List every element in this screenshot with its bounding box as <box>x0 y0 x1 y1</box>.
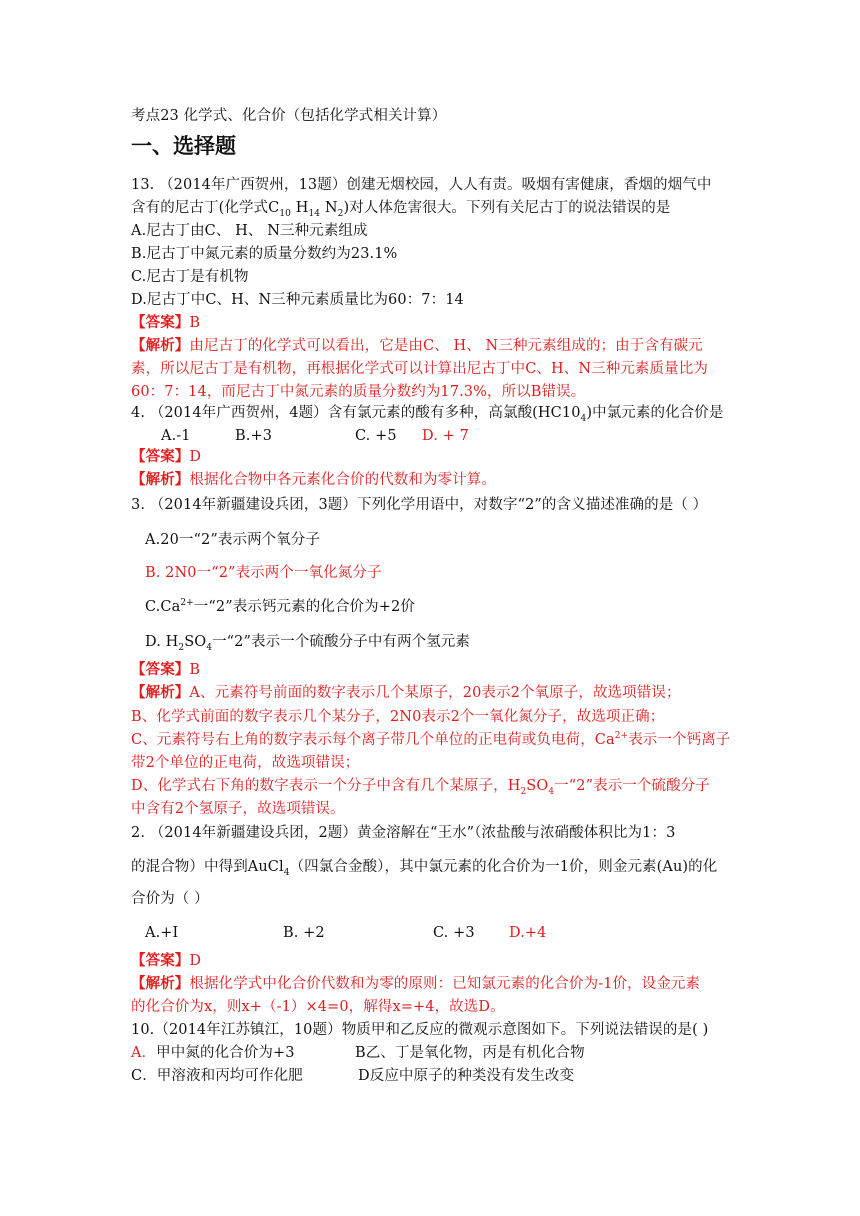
q3-answer <box>131 660 200 680</box>
q3-stem: 3. （2014年新疆建设兵团，3题）下列化学用语中，对数字“2”的含义描述准确的是（ ） <box>131 497 708 513</box>
subscript: 2 <box>520 786 527 797</box>
analysis-text: C、元素符号右上角的数字表示每个离子带几个单位的正电荷或负电荷，Ca <box>131 732 615 748</box>
q13-stem-line-2 <box>131 198 670 218</box>
q2-option-c: C. +3 <box>433 925 475 941</box>
q10-option-c: C．甲溶液和丙均可作化肥 <box>131 1068 303 1084</box>
q2-answer <box>131 951 201 971</box>
q3-option-part: SO <box>184 634 207 650</box>
q2-stem-line-3: 合价为（ ） <box>131 891 209 907</box>
analysis-text: SO <box>526 778 549 794</box>
answer-value: B <box>189 315 201 331</box>
q2-analysis-line-2: 的化合价为x，则x+（-1）×4=0，解得x=+4，故选D。 <box>131 999 505 1015</box>
analysis-tag: 【解析】 <box>131 471 190 488</box>
q2-stem-line-2 <box>131 857 717 877</box>
subscript: 2 <box>337 208 344 219</box>
answer-value: D <box>189 449 202 465</box>
q4-stem-part: )中氯元素的化合价是 <box>586 405 724 421</box>
q13-stem-part: 含有的尼古丁(化学式C <box>131 200 280 216</box>
subscript: 4 <box>283 867 290 878</box>
q13-answer <box>131 313 200 333</box>
analysis-text: 根据化学式中化合价代数和为零的原则：已知氯元素的化合价为-1价，设金元素 <box>189 976 701 992</box>
q4-stem-part: 4. （2014年广西贺州，4题）含有氯元素的酸有多种，高氯酸(HC10 <box>131 405 581 421</box>
analysis-text: A、元素符号前面的数字表示几个某原子，20表示2个氧原子，故选项错误； <box>189 685 681 701</box>
answer-tag: 【答案】 <box>131 952 190 969</box>
q10-option-a <box>131 1043 295 1063</box>
q10-stem: 10.（2014年江苏镇江，10题）物质甲和乙反应的微观示意图如下。下列说法错误的是( ) <box>131 1022 709 1038</box>
q13-option-b: B.尼古丁中氮元素的质量分数约为23.1% <box>131 246 398 262</box>
q2-stem-part: 的混合物）中得到AuCl <box>131 859 284 875</box>
option-label: A． <box>131 1045 157 1061</box>
q3-option-c <box>145 597 415 617</box>
q13-option-d: D.尼古丁中C、H、N三种元素质量比为60：7：14 <box>131 292 464 308</box>
answer-value: D <box>189 953 202 969</box>
q13-option-c: C.尼古丁是有机物 <box>131 269 249 285</box>
q4-option-c: C. +5 <box>355 428 397 444</box>
subscript: 4 <box>580 413 587 424</box>
q2-analysis-line-1 <box>131 974 700 994</box>
q3-option-part: 一“2”表示钙元素的化合价为+2价 <box>193 599 415 615</box>
q4-option-b: B.+3 <box>235 428 273 444</box>
subscript: 14 <box>308 208 321 219</box>
q4-option-a: A.-1 <box>161 428 191 444</box>
q13-stem-part: N <box>320 200 338 216</box>
analysis-text: D、化学式右下角的数字表示一个分子中含有几个某原子，H <box>131 778 521 794</box>
analysis-text: 由尼古丁的化学式可以看出，它是由C、 H、 N三种元素组成的；由于含有碳元 <box>189 338 703 354</box>
subscript: 10 <box>279 208 292 219</box>
q2-option-b: B. +2 <box>283 925 325 941</box>
subscript: 4 <box>548 786 555 797</box>
analysis-text: 根据化合物中各元素化合价的代数和为零计算。 <box>189 472 497 488</box>
topic-heading: 考点23 化学式、化合价（包括化学式相关计算） <box>131 108 447 124</box>
q2-stem-part: （四氯合金酸），其中氯元素的化合价为一1价，则金元素(Au)的化 <box>289 859 718 875</box>
answer-tag: 【答案】 <box>131 448 190 465</box>
q4-stem <box>131 403 724 423</box>
q3-analysis-line-6: 中含有2个氢原子，故选项错误。 <box>131 801 345 817</box>
analysis-text: 一“2”表示一个硫酸分子 <box>554 778 710 794</box>
q10-option-d: D反应中原子的种类没有发生改变 <box>358 1068 575 1084</box>
q4-option-d: D. + 7 <box>422 428 469 444</box>
subscript: 4 <box>206 642 213 653</box>
answer-tag: 【答案】 <box>131 661 190 678</box>
q2-stem-line-1: 2. （2014年新疆建设兵团，2题）黄金溶解在“王水”（浓盐酸与浓硝酸体积比为1：3 <box>131 825 676 841</box>
answer-tag: 【答案】 <box>131 314 190 331</box>
q13-analysis-line-3: 60：7：14，而尼古丁中氮元素的质量分数约为17.3%，所以B错误。 <box>131 384 586 400</box>
q13-analysis-line-2: 素，所以尼古丁是有机物，再根据化学式可以计算出尼古丁中C、H、N三种元素质量比为 <box>131 361 708 377</box>
q3-analysis-line-1 <box>131 683 681 703</box>
q10-option-b: B乙、丁是氧化物，丙是有机化合物 <box>355 1045 585 1061</box>
q13-stem-line-1: 13. （2014年广西贺州，13题）创建无烟校园，人人有责。吸烟有害健康，香烟的烟气中 <box>131 177 712 193</box>
q3-option-a: A.20一“2”表示两个氧分子 <box>145 532 321 548</box>
q3-option-part: C.Ca <box>145 599 181 615</box>
q3-option-b: B. 2N0一“2”表示两个一氧化氮分子 <box>145 565 382 581</box>
analysis-tag: 【解析】 <box>131 975 190 992</box>
superscript: 2+ <box>614 731 629 742</box>
option-text: 甲中氮的化合价为+3 <box>156 1045 295 1061</box>
q4-answer <box>131 447 201 467</box>
q2-option-a: A.+I <box>145 925 179 941</box>
analysis-tag: 【解析】 <box>131 684 190 701</box>
q3-option-part: 一“2”表示一个硫酸分子中有两个氢元素 <box>212 634 471 650</box>
answer-value: B <box>189 662 201 678</box>
superscript: 2+ <box>180 598 194 609</box>
q2-option-d: D.+4 <box>509 925 547 941</box>
analysis-tag: 【解析】 <box>131 337 190 354</box>
q3-analysis-line-2: B、化学式前面的数字表示几个某分子，2N0表示2个一氧化氮分子，故选项正确； <box>131 709 665 725</box>
q3-analysis-line-3 <box>131 730 730 750</box>
section-title: 一、选择题 <box>131 134 236 158</box>
subscript: 2 <box>178 642 185 653</box>
q13-analysis-line-1 <box>131 336 703 356</box>
q13-stem-part: )对人体危害很大。下列有关尼古丁的说法错误的是 <box>343 200 671 216</box>
q3-analysis-line-5 <box>131 776 710 796</box>
q3-analysis-line-4: 带2个单位的正电荷，故选项错误； <box>131 755 360 771</box>
q13-option-a: A.尼古丁由C、 H、 N三种元素组成 <box>131 223 368 239</box>
q4-analysis <box>131 470 496 490</box>
q13-stem-part: H <box>291 200 309 216</box>
analysis-text: 表示一个钙离子 <box>628 732 731 748</box>
q3-option-part: D. H <box>145 634 179 650</box>
q3-option-d <box>145 632 470 652</box>
